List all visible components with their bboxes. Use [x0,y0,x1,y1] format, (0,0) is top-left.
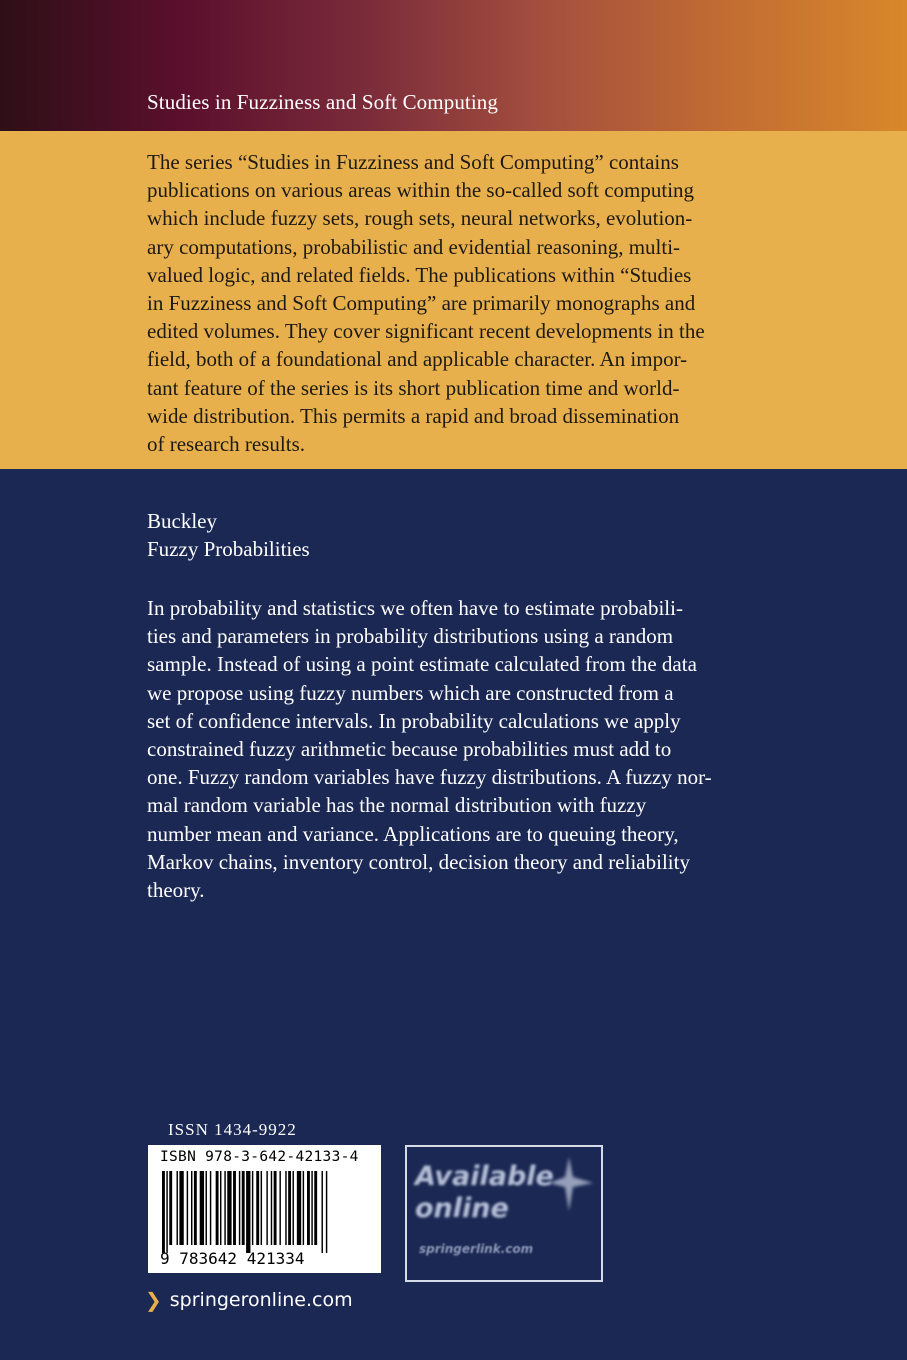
available-online-text [415,1161,554,1225]
blurb-line: set of confidence intervals. In probability calculations we apply [147,708,681,733]
isbn-barcode [148,1145,381,1273]
blurb-line: one. Fuzzy random variables have fuzzy distributions. A fuzzy nor- [147,765,712,790]
blurb-line: constrained fuzzy arithmetic because probabilities must add to [147,737,672,762]
series-description [147,148,747,458]
blurb-line: mal random variable has the normal distribution with fuzzy [147,793,647,818]
issn-label: ISSN 1434-9922 [168,1120,297,1139]
barcode-icon [148,1145,381,1273]
book-title: Fuzzy Probabilities [147,537,310,561]
springeronline-text: springeronline.com [169,1289,353,1311]
sparkle-icon [547,1155,597,1215]
blurb-line: ties and parameters in probability distributions using a random [147,624,674,649]
book-blurb [147,594,757,904]
isbn-label: ISBN 978-3-642-42133-4 [160,1149,359,1165]
series-title: Studies in Fuzziness and Soft Computing [147,90,498,114]
springerlink-url: springerlink.com [419,1242,534,1256]
blurb-line: sample. Instead of using a point estimate calculated from the data [147,652,697,677]
series-description-line: publications on various areas within the so-called soft computing [147,178,695,203]
series-description-line: edited volumes. They cover significant recent developments in the [147,319,705,344]
series-description-line: tant feature of the series is its short publication time and world- [147,375,680,400]
springeronline-link[interactable] [145,1288,353,1312]
available-line: Available [415,1161,554,1192]
chevron-right-icon: ❯ [145,1288,162,1312]
barcode-digits: 9 783642 421334 [160,1249,305,1268]
book-author: Buckley [147,509,217,533]
series-description-line: of research results. [147,432,306,457]
series-description-line: valued logic, and related fields. The publications within “Studies [147,262,692,287]
series-description-line: ary computations, probabilistic and evidential reasoning, multi- [147,234,681,259]
blurb-line: number mean and variance. Applications are to queuing theory, [147,821,679,846]
blurb-line: In probability and statistics we often have to estimate probabili- [147,596,683,620]
available-online-badge[interactable] [405,1145,603,1282]
series-description-line: field, both of a foundational and applicable character. An impor- [147,347,688,372]
blurb-line: Markov chains, inventory control, decision theory and reliability [147,849,690,874]
series-description-line: wide distribution. This permits a rapid and broad dissemination [147,403,680,428]
online-line: online [415,1193,509,1224]
series-description-line: which include fuzzy sets, rough sets, neural networks, evolution- [147,206,693,231]
blurb-line: theory. [147,878,205,903]
series-description-line: in Fuzziness and Soft Computing” are primarily monographs and [147,291,696,316]
series-description-line: The series “Studies in Fuzziness and Soft Computing” contains [147,150,679,174]
blurb-line: we propose using fuzzy numbers which are constructed from a [147,680,674,705]
